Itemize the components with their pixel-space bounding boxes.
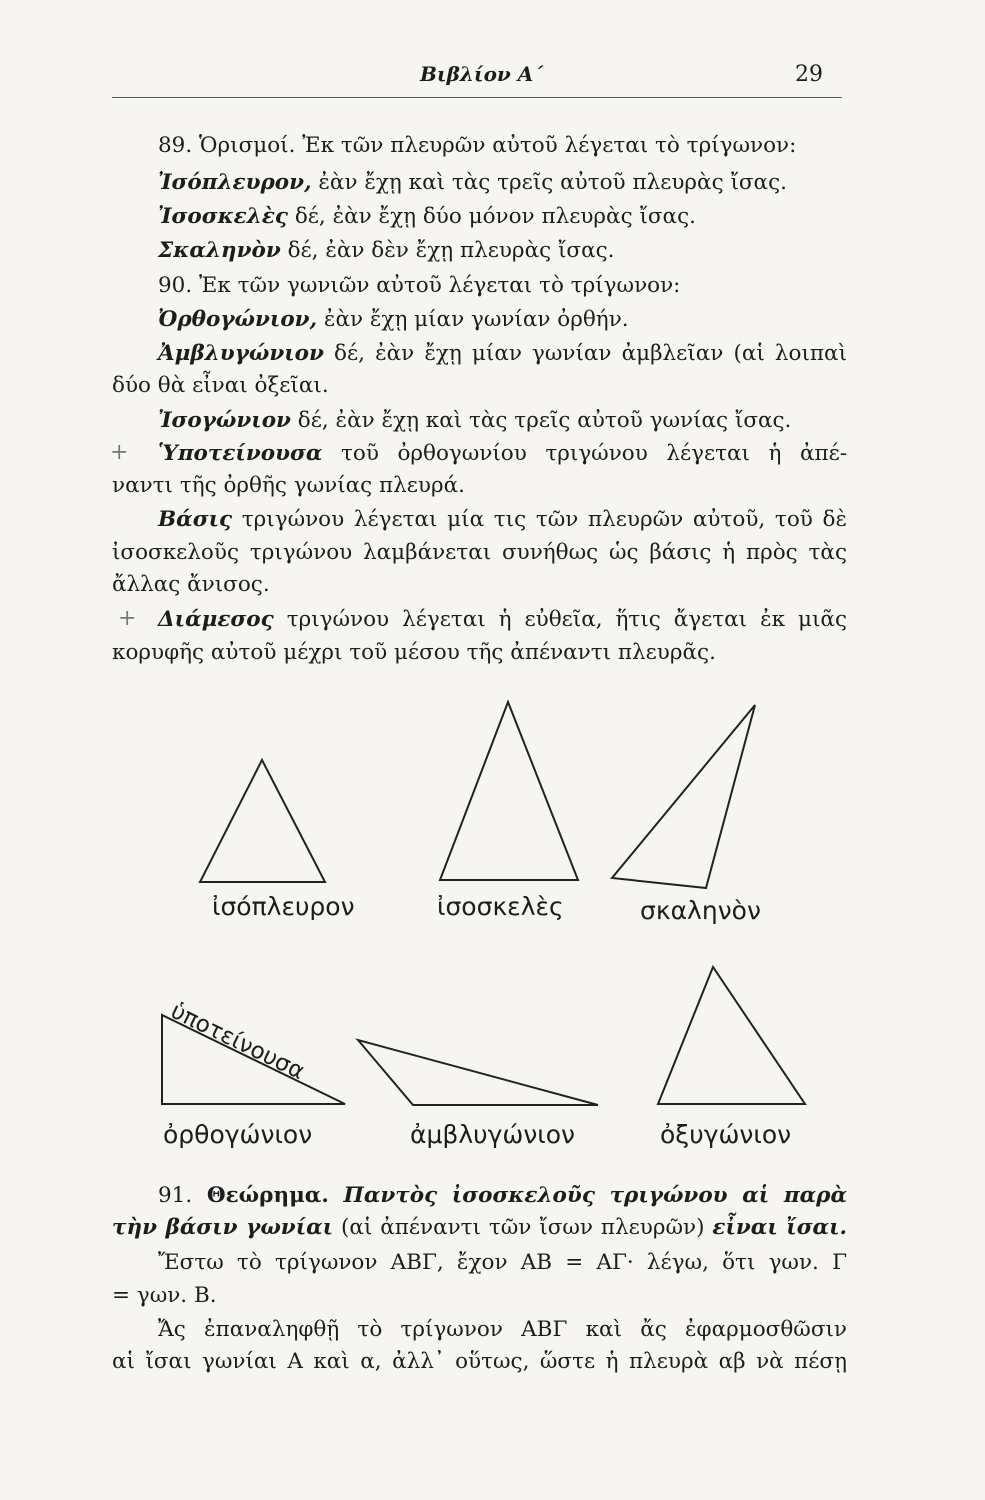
label-isosceles: ἰσοσκελὲς (437, 892, 564, 921)
term-scalene: Σκαληνὸν (158, 238, 281, 263)
definition-text: δέ, ἐὰν ἔχῃ δύο μόνον πλευρὰς ἴσας. (288, 204, 696, 229)
term-hypotenuse: Ὑποτείνουσα (158, 441, 323, 466)
definition-median-cont: κορυφῆς αὐτοῦ μέχρι τοῦ μέσου τῆς ἀπέναντι πλευρᾶς. (112, 640, 716, 665)
term-equiangular: Ἰσογώνιον (158, 408, 291, 433)
definition-text: ἐὰν ἔχῃ καὶ τὰς τρεῖς αὐτοῦ πλευρὰς ἴσας. (311, 170, 787, 195)
definition-base-cont: ἰσοσκελοῦς τριγώνου λαμβάνεται συνήθως ὡς βάσις ἡ πρὸς τὰς (112, 540, 847, 565)
definition-text: ἐὰν ἔχῃ μίαν γωνίαν ὀρθήν. (317, 307, 629, 332)
proof-line: Ἄς ἐπαναληφθῇ τὸ τρίγωνον ΑΒΓ καὶ ἄς ἐφαρμοσθῶσιν (158, 1317, 847, 1342)
proof-line: = γων. Β. (112, 1283, 217, 1308)
definition-obtuse-cont: δύο θὰ εἶναι ὀξεῖαι. (112, 373, 329, 398)
equilateral-triangle (200, 760, 325, 882)
definition-text: τοῦ ὀρθογωνίου τριγώνου λέγεται ἡ ἀπέ- (322, 441, 847, 466)
theorem-label: Θεώρημα. (192, 1183, 329, 1208)
term-obtuse: Ἀμβλυγώνιον (158, 341, 324, 366)
obtuse-triangle (358, 1040, 598, 1105)
pencil-cross-mark: + (110, 440, 129, 465)
theorem-parenthetical: (αἱ ἀπέναντι τῶν ἴσων πλευρῶν) (333, 1215, 713, 1240)
proof-line: αἱ ἴσαι γωνίαι Α καὶ α, ἀλλ᾽ οὕτως, ὥστε ἡ πλευρὰ αβ νὰ πέσῃ (112, 1349, 847, 1374)
definition-text: δέ, ἐὰν δὲν ἔχῃ πλευρὰς ἴσας. (280, 238, 615, 263)
pencil-cross-mark: + (118, 606, 137, 631)
label-obtuse: ἀμβλυγώνιον (410, 1120, 576, 1149)
theorem-statement: Παντὸς ἰσοσκελοῦς τριγώνου αἱ παρὰ (328, 1183, 847, 1208)
theorem-91-heading (158, 1182, 847, 1210)
acute-triangle (658, 967, 805, 1104)
paragraph-89-heading: 89. Ὁρισμοί. Ἐκ τῶν πλευρῶν αὐτοῦ λέγεται τὸ τρίγωνον: (158, 133, 797, 158)
definition-text: δέ, ἐὰν ἔχῃ μίαν γωνίαν ἀμβλεῖαν (αἱ λοιπαὶ (323, 341, 847, 366)
term-base: Βάσις (158, 507, 233, 532)
scalene-triangle (612, 705, 755, 888)
definition-text: τριγώνου λέγεται ἡ εὐθεῖα, ἥτις ἄγεται ἐκ μιᾶς (273, 607, 847, 632)
label-equilateral: ἰσόπλευρον (212, 892, 355, 921)
running-header-title: Βιβλίον Α΄ (420, 62, 544, 86)
theorem-number: 91. (158, 1183, 193, 1208)
term-isosceles: Ἰσοσκελὲς (158, 204, 288, 229)
theorem-91-cont (112, 1214, 847, 1242)
definition-base-end: ἄλλας ἄνισος. (112, 572, 270, 597)
page-number: 29 (795, 62, 823, 87)
term-right: Ὀρθογώνιον, (158, 307, 318, 332)
proof-line: Ἔστω τὸ τρίγωνον ΑΒΓ, ἔχον ΑΒ = ΑΓ· λέγω, ὅτι γων. Γ (158, 1250, 847, 1275)
definition-text: δέ, ἐὰν ἔχῃ καὶ τὰς τρεῖς αὐτοῦ γωνίας ἴσας. (290, 408, 792, 433)
term-median: Διάμεσος (158, 607, 274, 632)
theorem-statement: εἶναι ἴσαι. (712, 1215, 847, 1240)
isosceles-triangle (440, 702, 578, 880)
paragraph-90-heading: 90. Ἐκ τῶν γωνιῶν αὐτοῦ λέγεται τὸ τρίγωνον: (158, 273, 681, 298)
label-right: ὀρθογώνιον (163, 1120, 313, 1149)
label-acute: ὀξυγώνιον (660, 1120, 792, 1149)
definition-hypotenuse-cont: ναντι τῆς ὀρθῆς γωνίας πλευρά. (112, 473, 465, 498)
definition-text: τριγώνου λέγεται μία τις τῶν πλευρῶν αὐτοῦ, τοῦ δὲ (232, 507, 847, 532)
label-scalene: σκαληνὸν (640, 896, 761, 925)
label-hypotenuse: ὑποτείνουσα (166, 998, 309, 1086)
theorem-statement: τὴν βάσιν γωνίαι (112, 1215, 334, 1240)
term-equilateral: Ἰσόπλευρον, (158, 170, 312, 195)
